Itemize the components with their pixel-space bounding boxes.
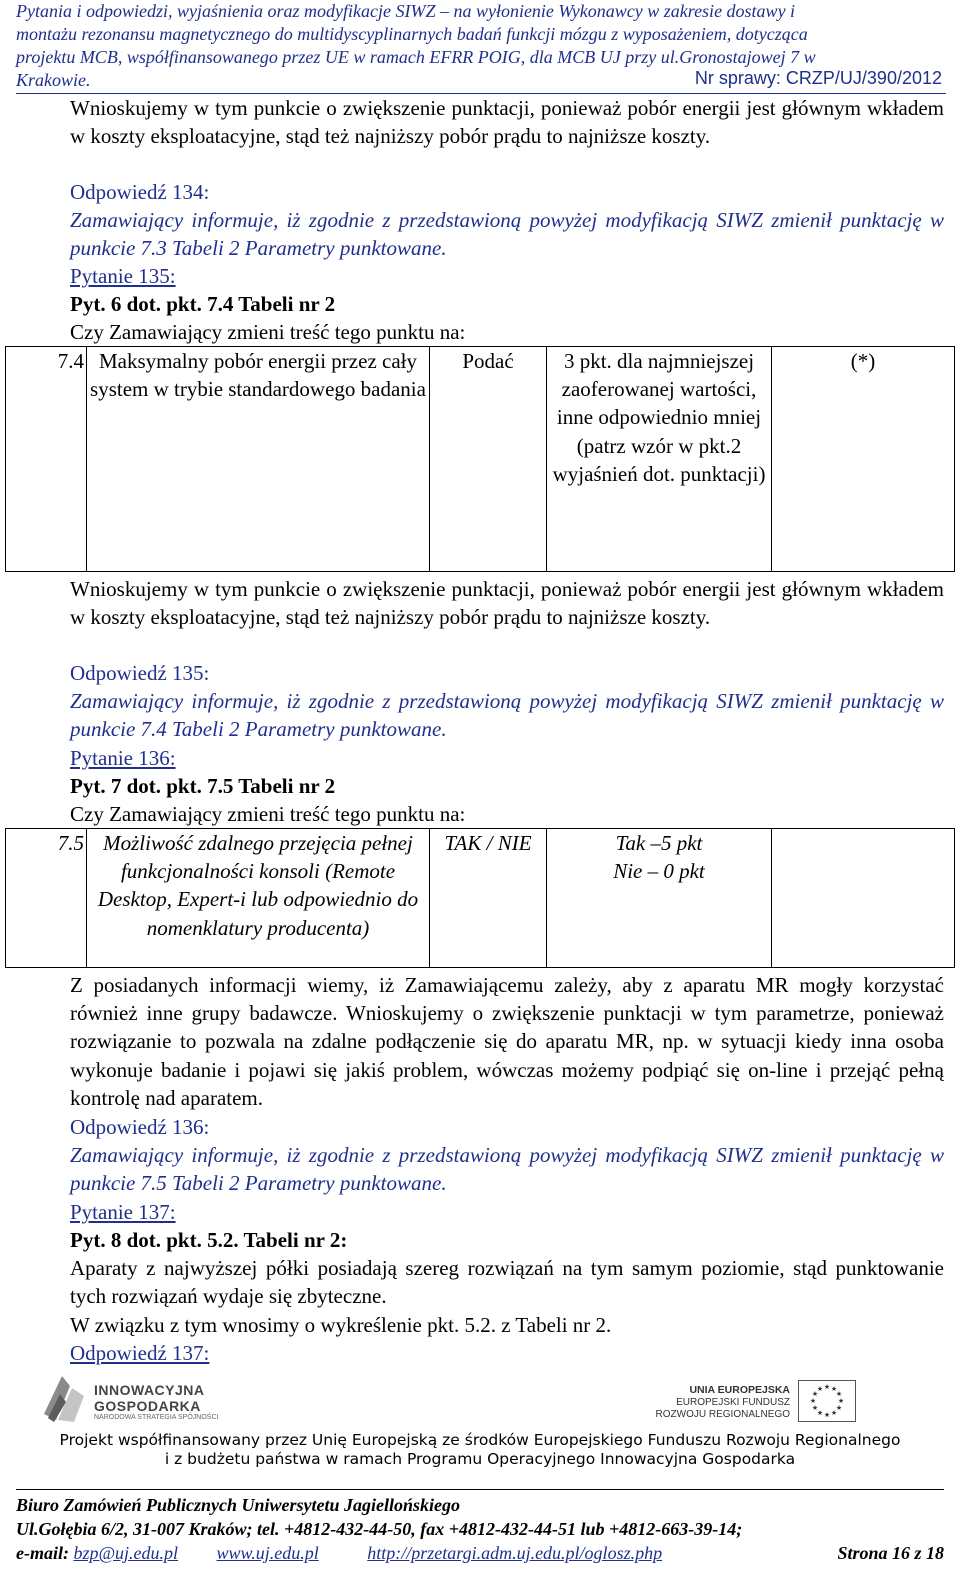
eu-flag-icon (798, 1380, 856, 1422)
footer-office: Biuro Zamówień Publicznych Uniwersytetu Jagiellońskiego (16, 1495, 461, 1515)
answer-134-title: Odpowiedź 134: (70, 180, 210, 204)
paragraph-request-137: W związku z tym wnosimy o wykreślenie pkt. 5.2. z Tabeli nr 2. (70, 1313, 612, 1337)
svg-text:★: ★ (811, 1390, 819, 1398)
email-link[interactable]: bzp@uj.edu.pl (73, 1543, 179, 1563)
page-number: Strona 16 z 18 (837, 1543, 944, 1563)
question-135-title: Pytanie 135: (70, 264, 176, 288)
funding-statement-line-1: Projekt współfinansowany przez Unię Europejską ze środków Europejskiego Funduszu Rozwoju Regionalnego (59, 1431, 901, 1449)
header-title-line-1: Pytania i odpowiedzi, wyjaśnienia oraz modyfikacje SIWZ – na wyłonienie Wykonawcy w zakresie dostawy i (16, 1, 796, 21)
question-136-ask: Czy Zamawiający zmieni treść tego punktu na: (70, 802, 466, 826)
question-135-ask: Czy Zamawiający zmieni treść tego punktu na: (70, 320, 466, 344)
svg-text:★: ★ (809, 1397, 817, 1405)
answer-135-title: Odpowiedź 135: (70, 661, 210, 685)
innovative-economy-line-3: NARODOWA STRATEGIA SPÓJNOŚCI (94, 1414, 219, 1421)
table-row (6, 829, 955, 968)
score-no: Nie – 0 pkt (613, 859, 705, 884)
question-136-reference: Pyt. 7 dot. pkt. 7.5 Tabeli nr 2 (70, 774, 336, 798)
case-number: Nr sprawy: CRZP/UJ/390/2012 (694, 68, 942, 88)
param-requirement: TAK / NIE (430, 829, 547, 968)
paragraph-rationale-136: Z posiadanych informacji wiemy, iż Zamawiającemu zależy, aby z aparatu MR mogły korzystać również inne grupy badawcze. Wnioskujemy o zwiększenie punktacji w tym parametrze, ponieważ rozwiązanie to pozwala na zdalne podłączenie się do aparatu MR, np. w sytuacji kiedy inna osoba wykonuje badanie i pojawi się jakiś problem, wówczas możemy podpiąć się on-line i przejąć pełną kontrolę nad aparatem. (70, 973, 944, 1110)
header-title-line-3: projektu MCB, współfinansowanego przez UE w ramach EFRR POIG, dla MCB UJ przy ul.Gronostajowej 7 w (16, 47, 816, 67)
param-note (772, 829, 955, 968)
svg-text:★: ★ (816, 1385, 824, 1393)
eu-erdf-line-3: ROZWOJU REGIONALNEGO (655, 1409, 790, 1420)
question-135-reference: Pyt. 6 dot. pkt. 7.4 Tabeli nr 2 (70, 292, 336, 316)
question-137-title: Pytanie 137: (70, 1200, 176, 1224)
param-requirement: Podać (430, 347, 547, 572)
svg-text:★: ★ (835, 1390, 843, 1398)
tender-link[interactable]: http://przetargi.adm.uj.edu.pl/oglosz.php (367, 1543, 663, 1563)
svg-text:★: ★ (811, 1404, 819, 1412)
question-137-reference: Pyt. 8 dot. pkt. 5.2. Tabeli nr 2: (70, 1228, 348, 1252)
funding-logos (0, 1370, 960, 1428)
innovative-economy-logo (40, 1372, 270, 1428)
answer-135-text: Zamawiający informuje, iż zgodnie z przedstawioną powyżej modyfikacją SIWZ zmienił punktację w punkcie 7.4 Tabeli 2 Parametry punktowane. (70, 689, 944, 742)
question-136-title: Pytanie 136: (70, 746, 176, 770)
svg-text:★: ★ (830, 1409, 838, 1417)
eu-erdf-logo (655, 1372, 860, 1428)
footer-address: Ul.Gołębia 6/2, 31-007 Kraków; tel. +4812-432-44-50, fax +4812-432-44-51 lub +4812-663-39-14; (16, 1519, 743, 1539)
param-scoring: 3 pkt. dla najmniejszej zaoferowanej wartości, inne odpowiednio mniej (patrz wzór w pkt.2 wyjaśnień dot. punktacji) (547, 347, 772, 572)
svg-text:★: ★ (837, 1397, 845, 1405)
svg-text:★: ★ (823, 1411, 831, 1419)
eu-erdf-line-1: UNIA EUROPEJSKA (689, 1384, 790, 1396)
param-note: (*) (772, 347, 955, 572)
innovative-economy-emblem-icon (40, 1374, 90, 1424)
innovative-economy-line-2: GOSPODARKA (94, 1398, 201, 1414)
website-link[interactable]: www.uj.edu.pl (216, 1543, 319, 1563)
answer-137-title: Odpowiedź 137: (70, 1341, 210, 1365)
answer-136-text: Zamawiający informuje, iż zgodnie z przedstawioną powyżej modyfikacją SIWZ zmienił punktację w punkcie 7.5 Tabeli 2 Parametry punktowane. (70, 1143, 944, 1196)
eu-erdf-line-2: EUROPEJSKI FUNDUSZ (676, 1397, 790, 1408)
param-description: Możliwość zdalnego przejęcia pełnej funkcjonalności konsoli (Remote Desktop, Expert-i lub odpowiednio do nomenklatury producenta) (87, 829, 430, 968)
proposed-parameter-table-7-5 (5, 828, 955, 968)
svg-text:★: ★ (816, 1409, 824, 1417)
footer-divider (16, 1489, 944, 1490)
innovative-economy-line-1: INNOWACYJNA (94, 1382, 205, 1398)
paragraph-rationale-135: Wnioskujemy w tym punkcie o zwiększenie punktacji, ponieważ pobór energii jest głównym wkładem w koszty eksploatacyjne, stąd też najniższy pobór prądu to najniższe koszty. (70, 577, 944, 630)
header-title-line-2: montażu rezonansu magnetycznego do multidyscyplinarnych badań funkcji mózgu z wyposażeniem, dotycząca (16, 24, 808, 44)
proposed-parameter-table-7-4 (5, 346, 955, 572)
svg-text:★: ★ (823, 1383, 831, 1391)
footer-contacts (16, 1541, 946, 1565)
score-yes: Tak –5 pkt (615, 831, 703, 855)
paragraph-rationale-134: Wnioskujemy w tym punkcie o zwiększenie punktacji, ponieważ pobór energii jest głównym wkładem w koszty eksploatacyjne, stąd też najniższy pobór prądu to najniższe koszty. (70, 96, 944, 149)
header-title-line-4: Krakowie. (16, 70, 91, 90)
param-scoring (547, 829, 772, 968)
param-number: 7.5 (6, 829, 87, 968)
funding-statement-line-2: i z budżetu państwa w ramach Programu Operacyjnego Innowacyjna Gospodarka (164, 1450, 796, 1468)
param-description: Maksymalny pobór energii przez cały system w trybie standardowego badania (87, 347, 430, 572)
email-label: e-mail: (16, 1543, 74, 1563)
answer-136-title: Odpowiedź 136: (70, 1115, 210, 1139)
answer-134-text: Zamawiający informuje, iż zgodnie z przedstawioną powyżej modyfikacją SIWZ zmienił punktację w punkcie 7.3 Tabeli 2 Parametry punktowane. (70, 208, 944, 261)
table-row (6, 347, 955, 572)
param-number: 7.4 (6, 347, 87, 572)
svg-text:★: ★ (835, 1404, 843, 1412)
svg-text:★: ★ (830, 1385, 838, 1393)
paragraph-question-137: Aparaty z najwyższej półki posiadają szereg rozwiązań na tym samym poziomie, stąd punktowanie tych rozwiązań wydaje się zbyteczne. (70, 1256, 944, 1309)
